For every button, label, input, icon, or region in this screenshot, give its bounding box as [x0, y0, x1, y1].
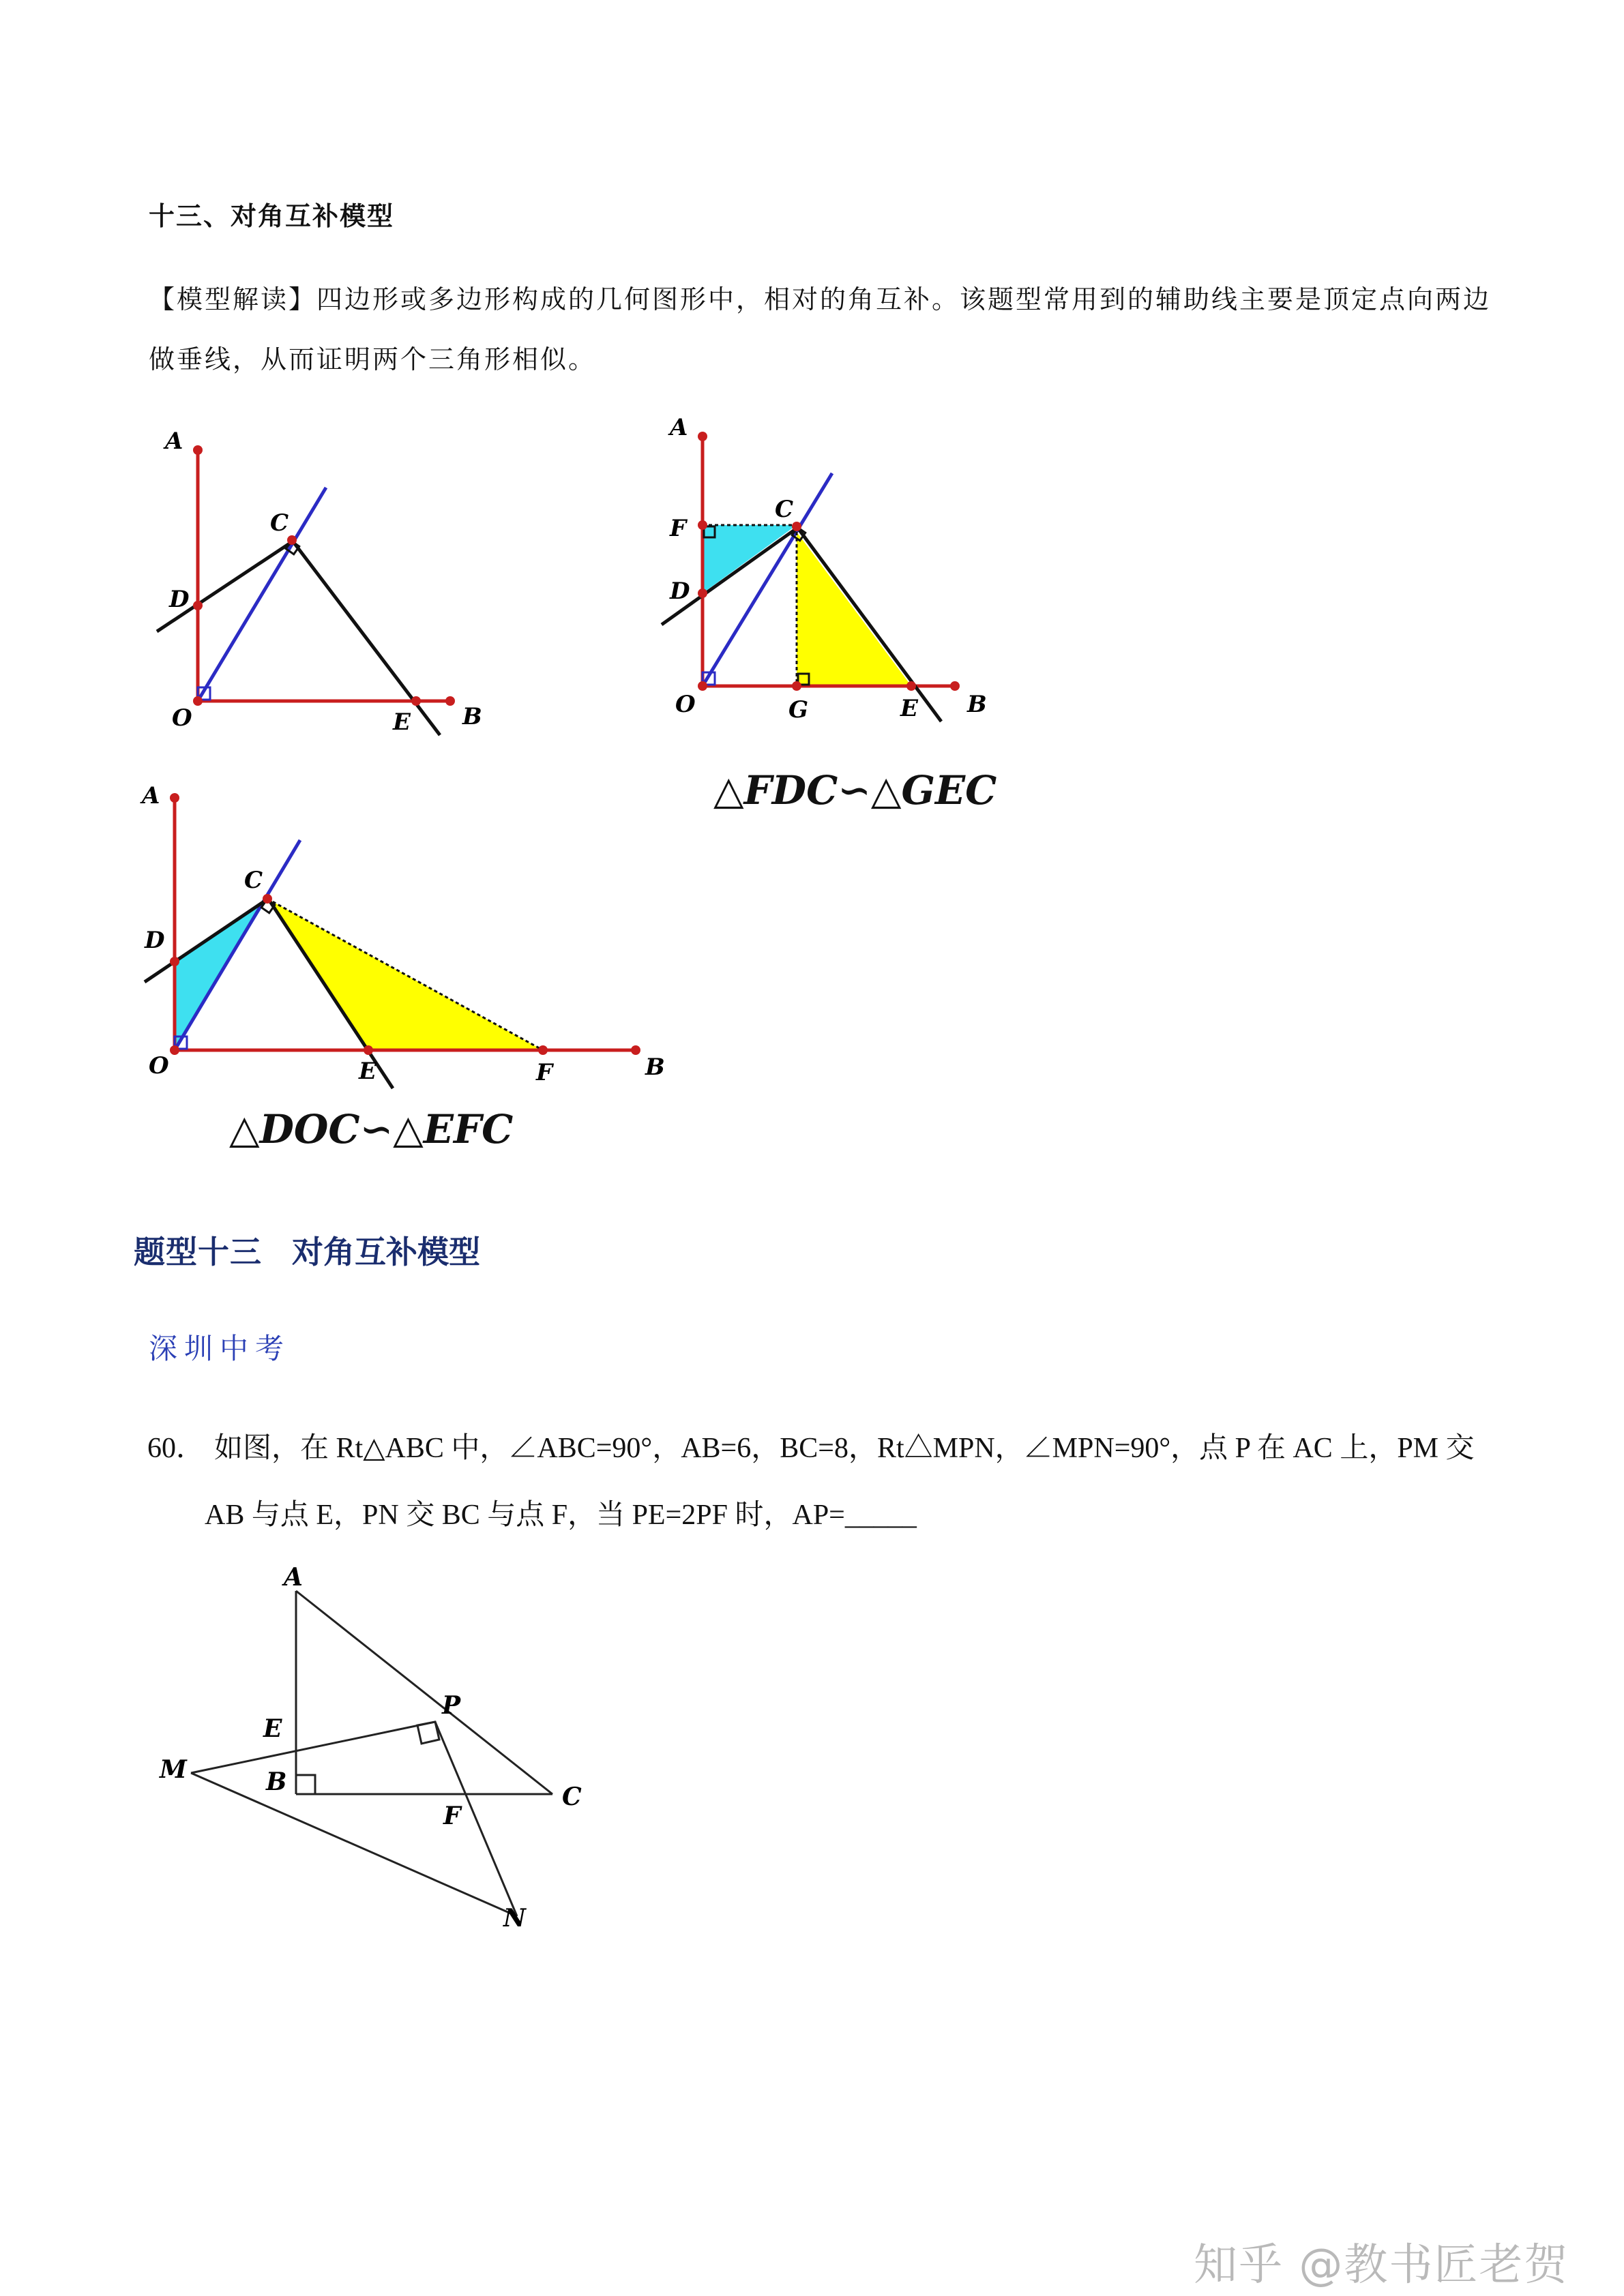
question-type-banner [134, 1227, 480, 1272]
label-O: O [675, 691, 696, 718]
figure-3-caption: △DOC∽△EFC [229, 1106, 514, 1152]
figure-2 [641, 402, 1023, 730]
label-E: E [359, 1058, 377, 1085]
label-A: A [284, 1563, 303, 1592]
label-F: F [536, 1059, 553, 1086]
label-B: B [266, 1768, 287, 1796]
label-E: E [393, 709, 411, 736]
figure-1 [136, 416, 559, 750]
label-E: E [263, 1714, 282, 1743]
label-M: M [160, 1755, 187, 1784]
section-title: 十三、对角互补模型 [149, 200, 395, 231]
problem-number: 60． [147, 1433, 205, 1464]
label-D: D [145, 927, 165, 954]
label-A: A [142, 782, 160, 809]
label-N: N [503, 1904, 526, 1933]
label-A: A [670, 414, 688, 441]
figure-4 [143, 1558, 607, 1940]
label-B: B [645, 1054, 665, 1081]
label-C: C [562, 1783, 582, 1811]
label-B: B [967, 691, 987, 718]
label-D: D [169, 586, 190, 613]
figure-2-caption: △FDC∽△GEC [713, 767, 997, 814]
label-F: F [670, 515, 687, 542]
label-E: E [900, 695, 918, 722]
problem-line-2: AB 与点 E，PN 交 BC 与点 F，当 PE=2PF 时，AP=_____ [205, 1500, 917, 1531]
problem-line-1: 如图，在 Rt△ABC 中，∠ABC=90°，AB=6，BC=8，Rt△MPN，∠MPN=90°，点 P 在 AC 上，PM 交 [214, 1433, 1475, 1464]
label-O: O [172, 704, 192, 732]
label-C: C [244, 867, 263, 894]
banner-tag: 题型十三 [134, 1234, 262, 1270]
watermark: 知乎 @教书匠老贺 [1194, 2240, 1569, 2291]
label-C: C [270, 509, 289, 537]
intro-paragraph: 【模型解读】四边形或多边形构成的几何图形中，相对的角互补。该题型常用到的辅助线主要是顶定点向两边做垂线，从而证明两个三角形相似。 [149, 284, 1492, 374]
banner-title: 对角互补模型 [292, 1234, 480, 1270]
label-D: D [670, 578, 690, 605]
label-A: A [165, 428, 183, 455]
label-P: P [442, 1691, 461, 1720]
label-C: C [775, 496, 794, 523]
label-O: O [149, 1052, 169, 1079]
figure-3 [116, 771, 689, 1098]
label-G: G [788, 696, 809, 724]
label-F: F [443, 1802, 461, 1830]
label-B: B [462, 703, 482, 730]
problem-60 [147, 1415, 1505, 1549]
question-source: 深圳中考 [149, 1332, 291, 1365]
